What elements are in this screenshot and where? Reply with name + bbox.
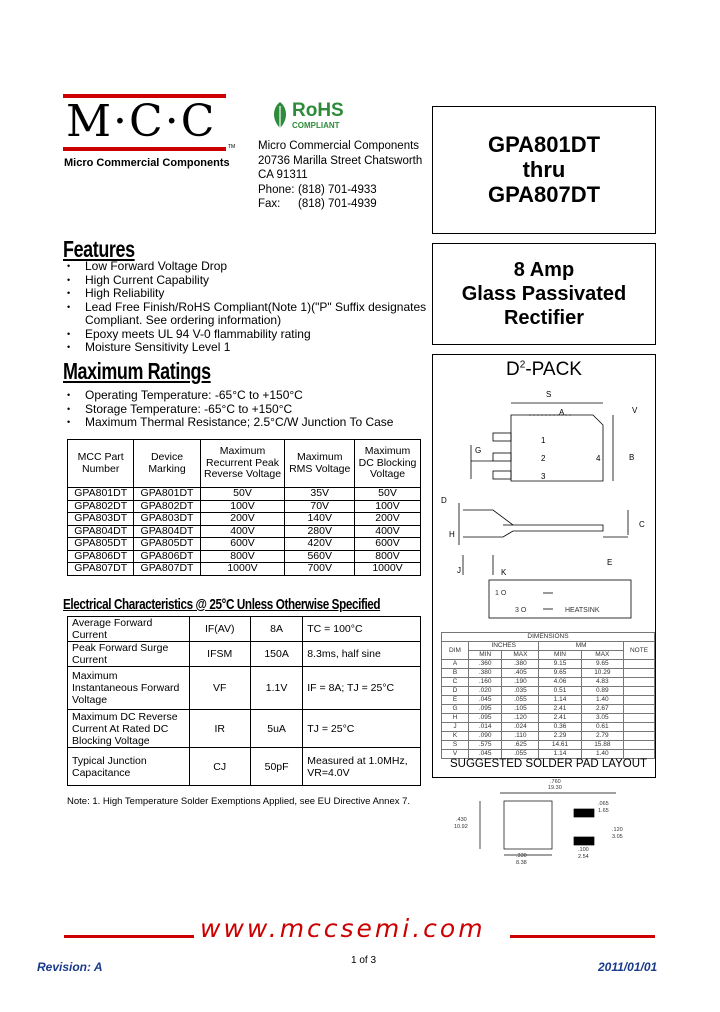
pin-label: 1 (541, 436, 546, 445)
table-cell-note (624, 741, 655, 750)
table-cell-val: 150A (250, 642, 302, 667)
feature-item: • Moisture Sensitivity Level 1 (63, 341, 433, 355)
table-cell: GPA801DT (68, 488, 134, 501)
part-thru: thru (522, 157, 566, 182)
table-cell: GPA802DT (68, 500, 134, 513)
table-cell: .024 (502, 723, 539, 732)
table-cell: E (442, 696, 469, 705)
pad-dim: 2.54 (578, 854, 589, 860)
feature-item: • Lead Free Finish/RoHS Compliant(Note 1)("P" Suffix designates Compliant. See ordering information) (63, 301, 433, 328)
table-cell: B (442, 669, 469, 678)
table-cell: 1.14 (539, 696, 581, 705)
rating-item: • Operating Temperature: -65°C to +150°C (63, 389, 433, 403)
table-row (442, 687, 655, 696)
col-header: Maximum RMS Voltage (285, 440, 355, 488)
table-cell: .090 (469, 732, 502, 741)
table-cell: .055 (502, 696, 539, 705)
footer-bar-left (64, 935, 194, 938)
fax-label: Fax: (258, 198, 281, 210)
table-cell: 35V (285, 488, 355, 501)
pad-dim: 19.30 (548, 785, 562, 791)
pin-legend: 1 O (495, 590, 507, 597)
table-cell: 600V (200, 538, 285, 551)
table-row (68, 563, 421, 576)
dimensions-title: DIMENSIONS (442, 633, 655, 642)
table-row (68, 710, 421, 748)
table-cell-sym: IFSM (189, 642, 250, 667)
table-cell: GPA806DT (68, 550, 134, 563)
dimensions-table (441, 632, 655, 759)
table-row (68, 748, 421, 786)
table-cell: 9.15 (539, 660, 581, 669)
footer-bar-right (510, 935, 655, 938)
table-cell: 200V (355, 513, 421, 526)
table-row (68, 642, 421, 667)
table-cell-cond: 8.3ms, half sine (303, 642, 421, 667)
table-row (442, 714, 655, 723)
table-row (442, 723, 655, 732)
revision-label: Revision: A (37, 960, 103, 974)
table-cell: 560V (285, 550, 355, 563)
table-cell-note (624, 723, 655, 732)
table-cell: 3.05 (581, 714, 623, 723)
logo-tm: TM (228, 144, 236, 150)
feature-item: • High Current Capability (63, 274, 433, 288)
elec-heading: Electrical Characteristics @ 25°C Unless Otherwise Specified (63, 596, 381, 613)
dim-header: MM (539, 642, 624, 651)
table-row (442, 660, 655, 669)
table-cell: 400V (355, 525, 421, 538)
table-row (68, 538, 421, 551)
table-row (442, 678, 655, 687)
table-cell-param: Maximum Instantaneous Forward Voltage (68, 667, 190, 710)
table-row (442, 669, 655, 678)
table-cell: .014 (469, 723, 502, 732)
table-cell: 200V (200, 513, 285, 526)
footer-date: 2011/01/01 (598, 960, 658, 974)
pin-label: 4 (596, 454, 601, 463)
table-cell: 14.61 (539, 741, 581, 750)
table-cell: .095 (469, 705, 502, 714)
table-cell: 2.41 (539, 705, 581, 714)
table-cell: 4.83 (581, 678, 623, 687)
table-cell: 600V (355, 538, 421, 551)
description-box (432, 243, 656, 345)
pin-legend: 3 O (515, 607, 527, 614)
dim-label: C (639, 520, 645, 529)
phone-label: Phone: (258, 183, 295, 196)
table-cell: .625 (502, 741, 539, 750)
feature-item: • Epoxy meets UL 94 V-0 flammability rating (63, 328, 433, 342)
table-cell: .190 (502, 678, 539, 687)
table-row (442, 696, 655, 705)
dim-header: INCHES (469, 642, 539, 651)
table-cell: 420V (285, 538, 355, 551)
dim-header: DIM (442, 642, 469, 660)
table-cell: .380 (469, 669, 502, 678)
table-cell: GPA805DT (68, 538, 134, 551)
table-cell: GPA806DT (134, 550, 200, 563)
table-cell: 2.67 (581, 705, 623, 714)
table-cell: H (442, 714, 469, 723)
table-cell-note (624, 714, 655, 723)
dim-label: A (559, 408, 565, 417)
part-first: GPA801DT (487, 132, 601, 157)
col-header: Maximum Recurrent Peak Reverse Voltage (200, 440, 285, 488)
table-cell: .045 (469, 696, 502, 705)
table-cell-val: 5uA (250, 710, 302, 748)
table-cell: GPA807DT (134, 563, 200, 576)
address-line2: 20736 Marilla Street Chatsworth (258, 154, 423, 167)
dim-label: K (501, 568, 507, 577)
table-cell-note (624, 669, 655, 678)
table-row (442, 705, 655, 714)
elec-note: Note: 1. High Temperature Solder Exemptions Applied, see EU Directive Annex 7. (67, 796, 411, 807)
solder-pad-drawing (450, 775, 650, 867)
part-number-box (432, 106, 656, 234)
table-cell: 800V (200, 550, 285, 563)
table-cell-param: Average Forward Current (68, 617, 190, 642)
desc-glass: Glass Passivated (461, 283, 627, 305)
table-cell: .110 (502, 732, 539, 741)
dim-sub: MAX (502, 651, 539, 660)
table-cell: GPA804DT (68, 525, 134, 538)
logo-bottom-bar (63, 147, 226, 151)
feature-item: • High Reliability (63, 287, 433, 301)
table-cell-note (624, 732, 655, 741)
logo-company: Micro Commercial Components (64, 157, 230, 169)
table-cell: 0.89 (581, 687, 623, 696)
table-cell: A (442, 660, 469, 669)
table-cell: GPA805DT (134, 538, 200, 551)
table-cell: 50V (355, 488, 421, 501)
table-cell: .055 (502, 750, 539, 759)
features-list (63, 260, 433, 355)
rohs-title: RoHS (292, 100, 344, 121)
elec-table (67, 616, 421, 786)
table-cell-note (624, 660, 655, 669)
table-cell: GPA801DT (134, 488, 200, 501)
table-cell: .160 (469, 678, 502, 687)
dim-sub: MIN (539, 651, 581, 660)
table-cell-cond: TC = 100°C (303, 617, 421, 642)
table-cell: 9.65 (581, 660, 623, 669)
max-ratings-list (63, 389, 433, 430)
pad-dim: .330 (516, 853, 527, 859)
max-ratings-table (67, 439, 421, 576)
package-title: $D^2$-PACK (506, 359, 582, 380)
table-cell: V (442, 750, 469, 759)
part-last: GPA807DT (487, 182, 601, 207)
table-cell-note (624, 678, 655, 687)
col-header: Device Marking (134, 440, 200, 488)
table-cell: 0.36 (539, 723, 581, 732)
rating-item: • Maximum Thermal Resistance; 2.5°C/W Junction To Case (63, 416, 433, 430)
table-row (68, 667, 421, 710)
dim-label: V (632, 406, 638, 415)
dim-label: D (441, 496, 447, 505)
table-cell-param: Maximum DC Reverse Current At Rated DC Blocking Voltage (68, 710, 190, 748)
table-cell: 100V (355, 500, 421, 513)
table-row (68, 488, 421, 501)
table-cell: 280V (285, 525, 355, 538)
table-cell-val: 50pF (250, 748, 302, 786)
dim-header: NOTE (624, 642, 655, 660)
pad-dim: .065 (598, 801, 609, 807)
table-cell-note (624, 696, 655, 705)
table-cell: D (442, 687, 469, 696)
table-cell: 100V (200, 500, 285, 513)
table-cell: .045 (469, 750, 502, 759)
table-row (68, 500, 421, 513)
table-cell-val: 8A (250, 617, 302, 642)
table-cell: GPA802DT (134, 500, 200, 513)
col-header: MCC Part Number (68, 440, 134, 488)
table-cell-cond: TJ = 25°C (303, 710, 421, 748)
dim-label: B (629, 453, 635, 462)
table-cell: 800V (355, 550, 421, 563)
table-cell: 1.40 (581, 750, 623, 759)
table-cell: 4.06 (539, 678, 581, 687)
pad-dim: 1.65 (598, 808, 609, 814)
pin-legend: HEATSINK (565, 607, 600, 614)
table-cell-sym: VF (189, 667, 250, 710)
table-row (68, 550, 421, 563)
table-cell: .380 (502, 660, 539, 669)
leaf-icon (270, 100, 290, 130)
table-row (68, 617, 421, 642)
dim-label: E (607, 558, 613, 567)
table-cell: .035 (502, 687, 539, 696)
table-cell: 1.40 (581, 696, 623, 705)
table-cell: 9.65 (539, 669, 581, 678)
desc-amp: 8 Amp (513, 259, 575, 281)
table-cell-param: Typical Junction Capacitance (68, 748, 190, 786)
dim-sub: MIN (469, 651, 502, 660)
table-cell: 15.88 (581, 741, 623, 750)
pin-label: 3 (541, 472, 546, 481)
table-header-row (68, 440, 421, 488)
table-row (68, 525, 421, 538)
company-address (258, 139, 422, 212)
desc-rectifier: Rectifier (503, 307, 585, 329)
table-cell-param: Peak Forward Surge Current (68, 642, 190, 667)
pad-dim: 3.05 (612, 834, 623, 840)
features-heading: Features (63, 236, 135, 262)
table-cell: .360 (469, 660, 502, 669)
table-row (68, 513, 421, 526)
table-cell: 10.29 (581, 669, 623, 678)
table-cell: .095 (469, 714, 502, 723)
table-cell: 2.41 (539, 714, 581, 723)
logo-text: M·C·C (66, 96, 217, 147)
table-cell: .105 (502, 705, 539, 714)
rohs-badge (270, 100, 290, 135)
table-cell: 400V (200, 525, 285, 538)
table-cell-note (624, 687, 655, 696)
table-cell: 50V (200, 488, 285, 501)
phone-number: (818) 701-4933 (298, 183, 377, 196)
table-cell: S (442, 741, 469, 750)
table-cell: K (442, 732, 469, 741)
pad-dim: .430 (456, 817, 467, 823)
col-header: Maximum DC Blocking Voltage (355, 440, 421, 488)
table-row (442, 732, 655, 741)
pad-dim: 8.38 (516, 860, 527, 866)
table-cell: J (442, 723, 469, 732)
dim-label: H (449, 530, 455, 539)
table-cell-sym: IR (189, 710, 250, 748)
pin-label: 2 (541, 454, 546, 463)
table-cell: GPA804DT (134, 525, 200, 538)
table-cell: .575 (469, 741, 502, 750)
package-outline-drawing (433, 385, 653, 625)
table-cell: GPA803DT (68, 513, 134, 526)
solder-title: SUGGESTED SOLDER PAD LAYOUT (450, 758, 648, 770)
table-cell: 140V (285, 513, 355, 526)
table-cell: 1000V (355, 563, 421, 576)
dim-label: G (475, 446, 482, 455)
feature-item: • Low Forward Voltage Drop (63, 260, 433, 274)
pad-dim: .120 (612, 827, 623, 833)
dim-label: J (457, 566, 461, 575)
table-cell: GPA807DT (68, 563, 134, 576)
table-cell: 1000V (200, 563, 285, 576)
mcc-logo (66, 96, 216, 147)
pad-dim: .760 (550, 779, 561, 785)
table-cell: .120 (502, 714, 539, 723)
table-cell-sym: CJ (189, 748, 250, 786)
table-cell: 1.14 (539, 750, 581, 759)
table-cell: .020 (469, 687, 502, 696)
table-cell: GPA803DT (134, 513, 200, 526)
table-cell-note (624, 705, 655, 714)
table-cell: 70V (285, 500, 355, 513)
table-cell-cond: IF = 8A; TJ = 25°C (303, 667, 421, 710)
address-line3: CA 91311 (258, 169, 308, 181)
pad-dim: 10.92 (454, 824, 468, 830)
table-cell: C (442, 678, 469, 687)
table-cell: 2.79 (581, 732, 623, 741)
table-cell-sym: IF(AV) (189, 617, 250, 642)
table-cell: 2.29 (539, 732, 581, 741)
table-cell: 0.61 (581, 723, 623, 732)
table-cell: 0.51 (539, 687, 581, 696)
table-cell-cond: Measured at 1.0MHz, VR=4.0V (303, 748, 421, 786)
page-number: 1 of 3 (351, 955, 377, 966)
max-ratings-heading: Maximum Ratings (63, 358, 211, 384)
table-row (442, 741, 655, 750)
fax-number: (818) 701-4939 (298, 198, 377, 210)
dim-label: S (546, 390, 552, 399)
table-cell-val: 1.1V (250, 667, 302, 710)
table-cell: .405 (502, 669, 539, 678)
table-cell: 700V (285, 563, 355, 576)
dim-sub: MAX (581, 651, 623, 660)
address-line1: Micro Commercial Components (258, 140, 420, 152)
rating-item: • Storage Temperature: -65°C to +150°C (63, 403, 433, 417)
table-cell: G (442, 705, 469, 714)
pad-dim: .100 (578, 847, 589, 853)
rohs-sub: COMPLIANT (292, 121, 340, 130)
website-link[interactable]: www.mccsemi.com (200, 914, 486, 943)
